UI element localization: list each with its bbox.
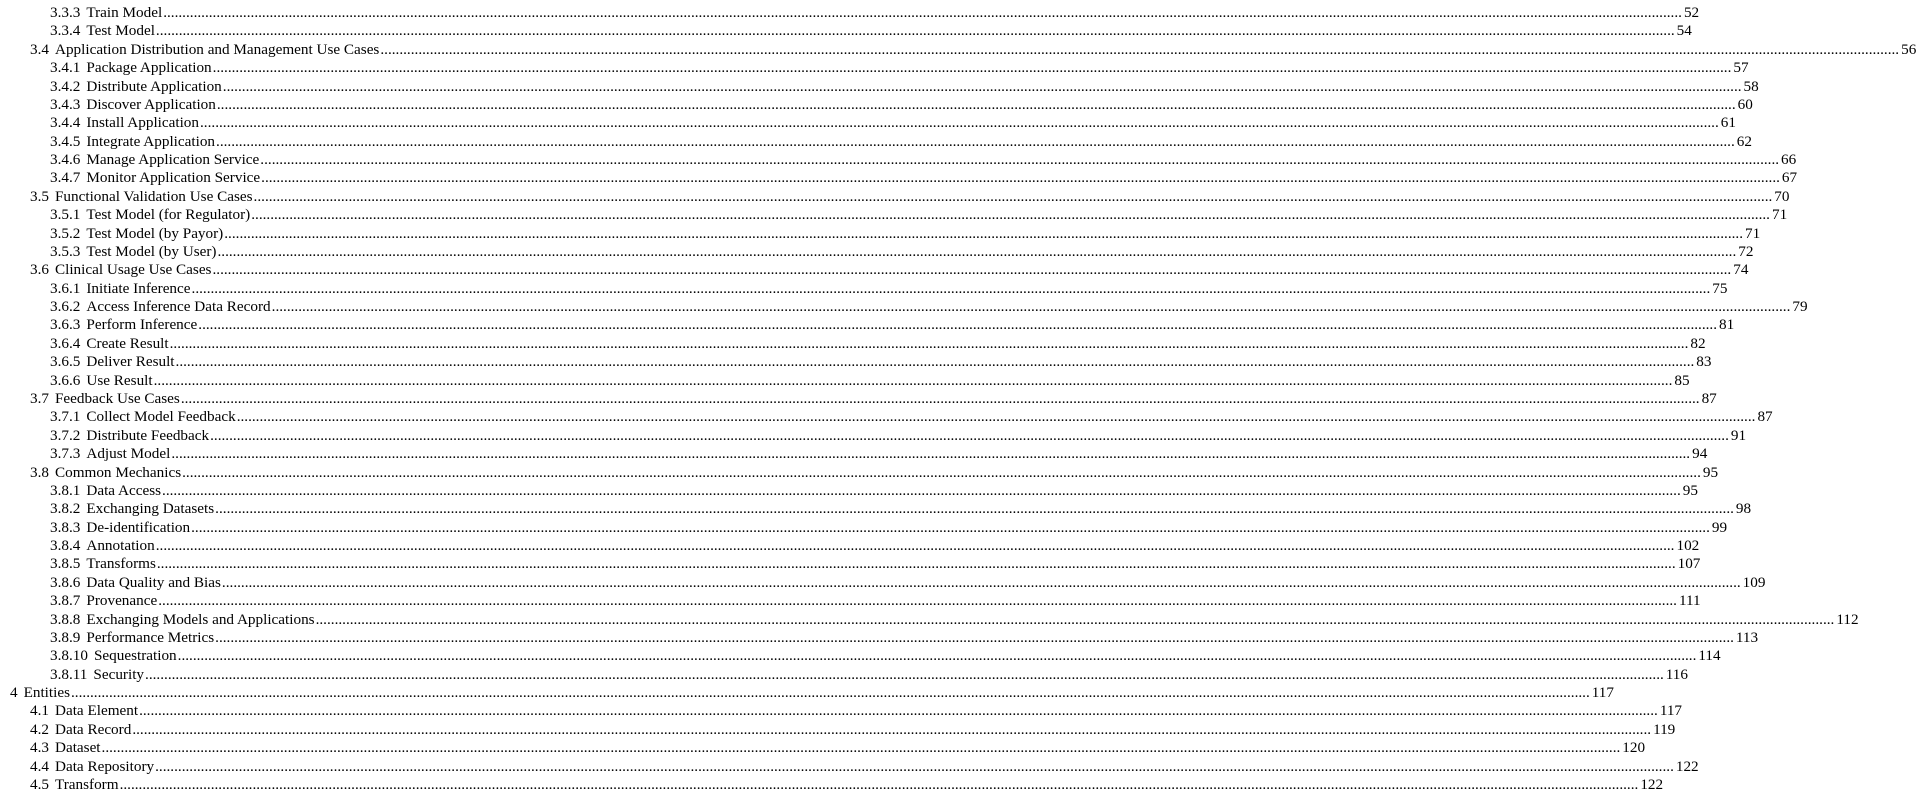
- toc-entry-number: 3.6.3: [50, 316, 81, 334]
- toc-entry-page: 87: [1701, 389, 1717, 407]
- toc-entry-title: Monitor Application Service: [86, 169, 261, 187]
- toc-entry-title: Clinical Usage Use Cases: [54, 261, 212, 279]
- toc-entry-title: Common Mechanics: [54, 463, 182, 481]
- toc-entry[interactable]: [50, 371, 1690, 390]
- dot-leader: ................................................................................................................................................................................................................................................................................................................................................................................................................: [271, 298, 1791, 316]
- toc-entry-number: 4.2: [30, 720, 49, 738]
- toc-entry[interactable]: [50, 445, 1708, 463]
- toc-entry[interactable]: [50, 316, 1735, 334]
- dot-leader: ................................................................................................................................................................................................................................................................................................................................................................................................................: [215, 500, 1734, 518]
- dot-leader: ................................................................................................................................................................................................................................................................................................................................................................................................................: [132, 720, 1652, 738]
- toc-entry-page: 98: [1735, 500, 1752, 518]
- toc-entry-number: 3.8.5: [50, 555, 81, 573]
- toc-entry-number: 3.8.9: [50, 628, 81, 646]
- toc-entry-title: Use Result: [86, 371, 153, 389]
- toc-entry-page: 117: [1659, 702, 1683, 720]
- toc-entry-title: Performance Metrics: [86, 628, 215, 646]
- toc-entry-number: 4: [10, 684, 18, 702]
- dot-leader: ................................................................................................................................................................................................................................................................................................................................................................................................................: [163, 4, 1682, 21]
- toc-entry-number: 3.8.1: [50, 481, 81, 499]
- toc-entry-page: 60: [1737, 95, 1753, 113]
- toc-entry-page: 74: [1733, 261, 1749, 279]
- toc-entry-page: 72: [1738, 242, 1754, 260]
- toc-entry-number: 3.8.3: [50, 518, 81, 536]
- toc-entry-number: 3.6.1: [50, 279, 81, 297]
- toc-entry-number: 4.4: [30, 757, 49, 775]
- toc-entry[interactable]: [30, 720, 1676, 739]
- dot-leader: ................................................................................................................................................................................................................................................................................................................................................................................................................: [71, 684, 1590, 702]
- toc-entry-page: 99: [1711, 518, 1728, 536]
- toc-entry[interactable]: [50, 518, 1728, 537]
- toc-entry-title: Train Model: [86, 4, 163, 21]
- toc-entry-title: Provenance: [86, 592, 158, 610]
- toc-entry-number: 4.1: [30, 702, 49, 720]
- toc-entry-page: 95: [1702, 463, 1719, 481]
- toc-entry-title: Transform: [54, 775, 119, 793]
- toc-entry-number: 3.5.1: [50, 206, 81, 224]
- toc-entry-page: 122: [1675, 757, 1699, 775]
- toc-entry-page: 62: [1736, 132, 1752, 150]
- toc-entry-number: 3.5.3: [50, 242, 81, 260]
- dot-leader: ................................................................................................................................................................................................................................................................................................................................................................................................................: [210, 426, 1729, 444]
- dot-leader: ................................................................................................................................................................................................................................................................................................................................................................................................................: [191, 518, 1710, 536]
- toc-entry[interactable]: [30, 775, 1664, 794]
- toc-entry-number: 3.4.5: [50, 132, 81, 150]
- toc-entry-title: Data Element: [54, 702, 139, 720]
- toc-entry-page: 79: [1792, 298, 1808, 316]
- toc-entry-number: 3.3.3: [50, 4, 81, 21]
- toc-entry-title: Data Repository: [54, 757, 155, 775]
- dot-leader: ................................................................................................................................................................................................................................................................................................................................................................................................................: [216, 132, 1735, 150]
- toc-entry[interactable]: [50, 22, 1692, 40]
- toc-entry-number: 3.6.5: [50, 353, 81, 371]
- toc-entry[interactable]: [50, 298, 1808, 316]
- toc-entry[interactable]: [50, 628, 1759, 647]
- toc-entry[interactable]: [50, 206, 1788, 224]
- toc-entry[interactable]: [30, 40, 1916, 59]
- toc-entry-title: Exchanging Models and Applications: [86, 610, 315, 628]
- toc-entry-title: Data Record: [54, 720, 132, 738]
- toc-entry-number: 3.8.11: [50, 665, 88, 683]
- toc-entry[interactable]: [30, 702, 1683, 720]
- dot-leader: ................................................................................................................................................................................................................................................................................................................................................................................................................: [212, 59, 1732, 77]
- toc-entry[interactable]: [50, 592, 1701, 610]
- toc-entry-page: 67: [1781, 169, 1798, 187]
- toc-entry-title: Manage Application Service: [86, 151, 260, 169]
- toc-entry-title: Access Inference Data Record: [86, 298, 271, 316]
- toc-entry-number: 3.7.2: [50, 426, 81, 444]
- toc-entry-number: 3.7.3: [50, 445, 81, 463]
- toc-entry-number: 3.4.7: [50, 169, 81, 187]
- toc-entry-page: 81: [1719, 316, 1735, 334]
- toc-entry-number: 3.5: [30, 187, 49, 205]
- dot-leader: ................................................................................................................................................................................................................................................................................................................................................................................................................: [162, 481, 1681, 499]
- toc-entry-page: 117: [1591, 684, 1614, 702]
- dot-leader: ................................................................................................................................................................................................................................................................................................................................................................................................................: [153, 371, 1673, 389]
- toc-entry-number: 3.3.4: [50, 22, 81, 40]
- dot-leader: ................................................................................................................................................................................................................................................................................................................................................................................................................: [198, 316, 1718, 334]
- dot-leader: ................................................................................................................................................................................................................................................................................................................................................................................................................: [177, 647, 1697, 665]
- dot-leader: ................................................................................................................................................................................................................................................................................................................................................................................................................: [171, 445, 1691, 463]
- toc-entry-title: Perform Inference: [86, 316, 198, 334]
- dot-leader: ................................................................................................................................................................................................................................................................................................................................................................................................................: [261, 169, 1780, 187]
- toc-entry-page: 91: [1730, 426, 1747, 444]
- toc-entry-title: Feedback Use Cases: [54, 389, 180, 407]
- toc-entry-title: Package Application: [86, 59, 212, 77]
- toc-entry[interactable]: [30, 739, 1646, 757]
- toc-entry-page: 102: [1676, 537, 1700, 555]
- toc-entry-page: 114: [1698, 647, 1721, 665]
- dot-leader: ................................................................................................................................................................................................................................................................................................................................................................................................................: [101, 739, 1621, 757]
- dot-leader: ................................................................................................................................................................................................................................................................................................................................................................................................................: [236, 408, 1756, 426]
- toc-entry-number: 3.8.6: [50, 573, 81, 591]
- toc-entry[interactable]: [30, 757, 1699, 776]
- toc-entry-number: 4.3: [30, 739, 49, 757]
- toc-entry-number: 3.5.2: [50, 224, 81, 242]
- toc-entry[interactable]: [10, 684, 1614, 702]
- toc-entry[interactable]: [50, 555, 1701, 573]
- toc-entry-page: 111: [1678, 592, 1701, 610]
- toc-entry-title: Annotation: [86, 537, 155, 555]
- toc-entry-title: Data Access: [86, 481, 162, 499]
- toc-entry[interactable]: [30, 261, 1749, 279]
- dot-leader: ................................................................................................................................................................................................................................................................................................................................................................................................................: [156, 555, 1676, 573]
- toc-entry-title: Dataset: [54, 739, 101, 757]
- toc-entry-title: Collect Model Feedback: [86, 408, 236, 426]
- toc-entry-page: 94: [1692, 445, 1708, 463]
- dot-leader: ................................................................................................................................................................................................................................................................................................................................................................................................................: [380, 40, 1900, 58]
- toc-entry[interactable]: [50, 647, 1721, 665]
- toc-entry[interactable]: [30, 463, 1719, 482]
- toc-entry[interactable]: [50, 426, 1747, 445]
- toc-entry-title: Initiate Inference: [86, 279, 191, 297]
- toc-entry-page: 52: [1683, 4, 1700, 21]
- toc-entry-page: 107: [1677, 555, 1701, 573]
- toc-entry-title: Entities: [23, 684, 70, 702]
- toc-entry-title: Test Model: [86, 22, 155, 40]
- toc-entry[interactable]: [50, 151, 1797, 169]
- toc-entry-page: 119: [1653, 720, 1676, 738]
- toc-entry-title: Adjust Model: [86, 445, 171, 463]
- toc-entry-title: Functional Validation Use Cases: [54, 187, 253, 205]
- toc-entry-page: 112: [1836, 610, 1859, 628]
- toc-entry-page: 82: [1690, 334, 1706, 352]
- toc-entry[interactable]: [50, 59, 1749, 77]
- toc-entry-page: 71: [1771, 206, 1788, 224]
- dot-leader: ................................................................................................................................................................................................................................................................................................................................................................................................................: [215, 628, 1734, 646]
- toc-entry-page: 122: [1640, 775, 1664, 793]
- dot-leader: ................................................................................................................................................................................................................................................................................................................................................................................................................: [180, 389, 1700, 407]
- dot-leader: ................................................................................................................................................................................................................................................................................................................................................................................................................: [315, 610, 1835, 628]
- toc-entry-number: 3.8: [30, 463, 49, 481]
- toc-entry-number: 3.8.4: [50, 537, 81, 555]
- toc-entry-number: 3.8.7: [50, 592, 81, 610]
- toc-entry[interactable]: [50, 573, 1766, 592]
- toc-entry-page: 66: [1781, 151, 1797, 169]
- dot-leader: ................................................................................................................................................................................................................................................................................................................................................................................................................: [216, 95, 1736, 113]
- toc-entry-page: 120: [1622, 739, 1646, 757]
- toc-entry[interactable]: [50, 408, 1773, 426]
- toc-entry-page: 113: [1735, 628, 1759, 646]
- toc-entry-page: 58: [1743, 77, 1759, 95]
- toc-entry-page: 109: [1742, 573, 1766, 591]
- toc-entry-title: Create Result: [86, 334, 169, 352]
- toc-entry-number: 3.4: [30, 40, 49, 58]
- toc-entry-page: 95: [1682, 481, 1698, 499]
- toc-entry-page: 71: [1745, 224, 1761, 242]
- toc-entry-title: Test Model (by Payor): [86, 224, 224, 242]
- dot-leader: ................................................................................................................................................................................................................................................................................................................................................................................................................: [158, 592, 1677, 610]
- dot-leader: ................................................................................................................................................................................................................................................................................................................................................................................................................: [169, 334, 1689, 352]
- toc-entry[interactable]: [50, 169, 1798, 187]
- dot-leader: ................................................................................................................................................................................................................................................................................................................................................................................................................: [139, 702, 1658, 720]
- toc-entry-page: 75: [1712, 279, 1728, 297]
- dot-leader: ................................................................................................................................................................................................................................................................................................................................................................................................................: [212, 261, 1732, 279]
- dot-leader: ................................................................................................................................................................................................................................................................................................................................................................................................................: [224, 224, 1743, 242]
- toc-entry-title: Test Model (for Regulator): [86, 206, 251, 224]
- toc-entry-number: 3.7.1: [50, 408, 81, 426]
- toc-entry[interactable]: [50, 279, 1728, 298]
- dot-leader: ................................................................................................................................................................................................................................................................................................................................................................................................................: [155, 537, 1675, 555]
- toc-entry-number: 3.6.2: [50, 298, 81, 316]
- toc-entry-title: Deliver Result: [86, 353, 175, 371]
- toc-entry-title: Install Application: [86, 114, 199, 132]
- dot-leader: ................................................................................................................................................................................................................................................................................................................................................................................................................: [155, 22, 1675, 40]
- dot-leader: ................................................................................................................................................................................................................................................................................................................................................................................................................: [221, 573, 1741, 591]
- toc-entry-page: 56: [1901, 40, 1916, 58]
- toc-entry-title: Transforms: [86, 555, 156, 573]
- dot-leader: ................................................................................................................................................................................................................................................................................................................................................................................................................: [217, 242, 1737, 260]
- toc-entry[interactable]: [50, 4, 1700, 22]
- toc-entry-page: 70: [1774, 187, 1790, 205]
- toc-entry-title: Integrate Application: [86, 132, 216, 150]
- toc-entry-number: 3.8.8: [50, 610, 81, 628]
- dot-leader: ................................................................................................................................................................................................................................................................................................................................................................................................................: [253, 187, 1773, 205]
- dot-leader: ................................................................................................................................................................................................................................................................................................................................................................................................................: [260, 151, 1780, 169]
- toc-entry-number: 3.4.3: [50, 95, 81, 113]
- toc-entry-title: Discover Application: [86, 95, 216, 113]
- toc-entry-page: 61: [1720, 114, 1736, 132]
- toc-entry[interactable]: [50, 224, 1761, 243]
- toc-entry[interactable]: [50, 114, 1736, 132]
- toc-entry-number: 3.4.6: [50, 151, 81, 169]
- toc-entry[interactable]: [50, 242, 1754, 261]
- toc-entry-page: 87: [1757, 408, 1773, 426]
- toc-entry[interactable]: [50, 500, 1752, 518]
- dot-leader: ................................................................................................................................................................................................................................................................................................................................................................................................................: [182, 463, 1701, 481]
- toc-entry-title: Sequestration: [93, 647, 177, 665]
- dot-leader: ................................................................................................................................................................................................................................................................................................................................................................................................................: [222, 77, 1742, 95]
- dot-leader: ................................................................................................................................................................................................................................................................................................................................................................................................................: [251, 206, 1770, 224]
- toc-entry-title: Distribute Application: [86, 77, 222, 95]
- toc-entry-title: Security: [93, 665, 145, 683]
- dot-leader: ................................................................................................................................................................................................................................................................................................................................................................................................................: [175, 353, 1695, 371]
- toc-entry-number: 3.4.4: [50, 114, 81, 132]
- toc-entry[interactable]: [50, 95, 1753, 114]
- dot-leader: ................................................................................................................................................................................................................................................................................................................................................................................................................: [119, 775, 1639, 793]
- toc-entry[interactable]: [50, 334, 1706, 353]
- toc-entry[interactable]: [50, 481, 1698, 500]
- toc-entry-number: 3.6.6: [50, 371, 81, 389]
- toc-entry[interactable]: [50, 610, 1859, 629]
- toc-entry-title: Data Quality and Bias: [86, 573, 221, 591]
- toc-entry-title: De-identification: [86, 518, 191, 536]
- toc-entry-number: 4.5: [30, 775, 49, 793]
- toc-entry-number: 3.4.1: [50, 59, 81, 77]
- dot-leader: ................................................................................................................................................................................................................................................................................................................................................................................................................: [145, 665, 1664, 683]
- toc-entry-page: 85: [1674, 371, 1690, 389]
- toc-entry[interactable]: [30, 389, 1717, 408]
- toc-entry-number: 3.8.2: [50, 500, 81, 518]
- toc-entry[interactable]: [30, 187, 1790, 206]
- toc-entry[interactable]: [50, 132, 1752, 151]
- dot-leader: ................................................................................................................................................................................................................................................................................................................................................................................................................: [155, 757, 1674, 775]
- dot-leader: ................................................................................................................................................................................................................................................................................................................................................................................................................: [200, 114, 1719, 132]
- toc-entry-page: 116: [1665, 665, 1688, 683]
- toc-entry-number: 3.6.4: [50, 334, 81, 352]
- toc-entry-number: 3.6: [30, 261, 49, 279]
- toc-entry[interactable]: [50, 665, 1688, 684]
- toc-entry[interactable]: [50, 77, 1759, 96]
- toc-entry-title: Distribute Feedback: [86, 426, 210, 444]
- toc-entry-title: Exchanging Datasets: [86, 500, 215, 518]
- toc-entry-title: Application Distribution and Management Use Cases: [54, 40, 380, 58]
- toc-entry-title: Test Model (by User): [86, 242, 217, 260]
- toc-entry-number: 3.8.10: [50, 647, 88, 665]
- dot-leader: ................................................................................................................................................................................................................................................................................................................................................................................................................: [191, 279, 1711, 297]
- toc-entry-page: 83: [1696, 353, 1712, 371]
- toc-entry[interactable]: [50, 353, 1712, 371]
- toc-entry-page: 57: [1733, 59, 1749, 77]
- toc-entry-number: 3.7: [30, 389, 49, 407]
- toc-entry-number: 3.4.2: [50, 77, 81, 95]
- toc-entry[interactable]: [50, 537, 1700, 555]
- toc-entry-page: 54: [1676, 22, 1692, 40]
